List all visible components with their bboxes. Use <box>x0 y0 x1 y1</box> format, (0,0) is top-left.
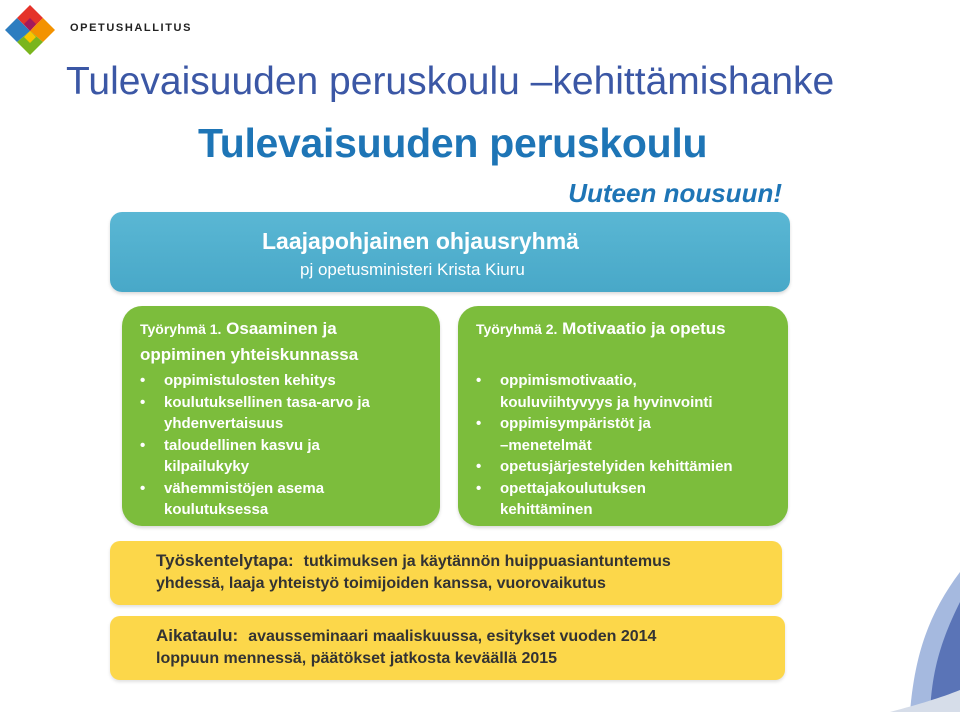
list-item-line: opettajakoulutuksen <box>500 479 646 497</box>
steering-group-chair: pj opetusministeri Krista Kiuru <box>300 260 525 279</box>
corner-swoosh-decoration <box>890 572 960 712</box>
list-item <box>140 392 370 435</box>
diamond-logo-icon <box>2 2 58 58</box>
list-item-line: koulutuksellinen tasa-arvo ja <box>164 393 370 411</box>
bullet-icon: • <box>476 372 482 389</box>
schedule-line2: loppuun mennessä, päätökset jatkosta keväällä 2015 <box>156 650 558 667</box>
list-item-line: oppimismotivaatio, <box>500 372 637 389</box>
org-name: OPETUSHALLITUS <box>70 22 193 34</box>
list-item <box>140 478 370 521</box>
bullet-icon: • <box>140 393 146 411</box>
list-item <box>476 413 733 456</box>
working-group-2-list <box>476 370 733 521</box>
list-item-line: vähemmistöjen asema <box>164 479 325 497</box>
bullet-icon: • <box>476 458 482 475</box>
project-diagram <box>110 110 790 690</box>
working-method-line1: tutkimuksen ja käytännön huippuasiantuntemus <box>303 553 671 570</box>
working-group-1-prefix: Työryhmä 1. <box>140 321 222 337</box>
list-item-line: taloudellinen kasvu ja <box>164 436 320 454</box>
working-method-line2: yhdessä, laaja yhteistyö toimijoiden kanssa, vuorovaikutus <box>156 575 606 592</box>
list-item-line: oppimisympäristöt ja <box>500 415 651 432</box>
schedule-line1: avausseminaari maaliskuussa, esitykset vuoden 2014 <box>248 628 657 645</box>
steering-group-box <box>110 212 790 292</box>
bullet-icon: • <box>476 479 482 497</box>
working-method-box <box>110 541 782 605</box>
working-group-1-title-line1: Osaaminen ja <box>226 319 337 338</box>
list-item-line: opetusjärjestelyiden kehittämien <box>500 458 733 475</box>
list-item-line: kehittäminen <box>500 501 593 518</box>
bullet-icon: • <box>140 479 146 497</box>
list-item-line: yhdenvertaisuus <box>164 415 284 432</box>
list-item <box>140 370 370 392</box>
steering-group-title: Laajapohjainen ohjausryhmä <box>262 228 579 254</box>
schedule-box <box>110 616 785 680</box>
bullet-icon: • <box>476 415 482 432</box>
working-group-2-box <box>458 306 788 526</box>
list-item <box>476 370 733 413</box>
slide-title: Tulevaisuuden peruskoulu –kehittämishanke <box>66 60 835 103</box>
list-item-line: kilpailukyky <box>164 458 250 475</box>
schedule-label: Aikataulu: <box>156 626 239 645</box>
list-item-line: koulutuksessa <box>164 501 269 518</box>
working-group-1-list <box>140 370 370 521</box>
working-group-1-box <box>122 306 440 526</box>
list-item-line: oppimistulosten kehitys <box>164 372 336 389</box>
working-group-2-heading <box>476 316 726 342</box>
bullet-icon: • <box>140 436 146 454</box>
working-group-1-title-line2: oppiminen yhteiskunnassa <box>140 345 359 364</box>
working-group-2-prefix: Työryhmä 2. <box>476 321 558 337</box>
working-group-1-heading <box>140 316 358 368</box>
bullet-icon: • <box>140 372 146 389</box>
list-item <box>476 478 733 521</box>
figure-subtitle: Uuteen nousuun! <box>568 178 782 208</box>
figure-title: Tulevaisuuden peruskoulu <box>198 120 708 166</box>
list-item-line: –menetelmät <box>500 436 592 454</box>
working-method-label: Työskentelytapa: <box>156 551 294 570</box>
working-group-2-title-line1: Motivaatio ja opetus <box>562 319 726 338</box>
list-item <box>140 435 370 478</box>
list-item-line: kouluviihtyvyys ja hyvinvointi <box>500 393 713 411</box>
list-item <box>476 456 733 478</box>
